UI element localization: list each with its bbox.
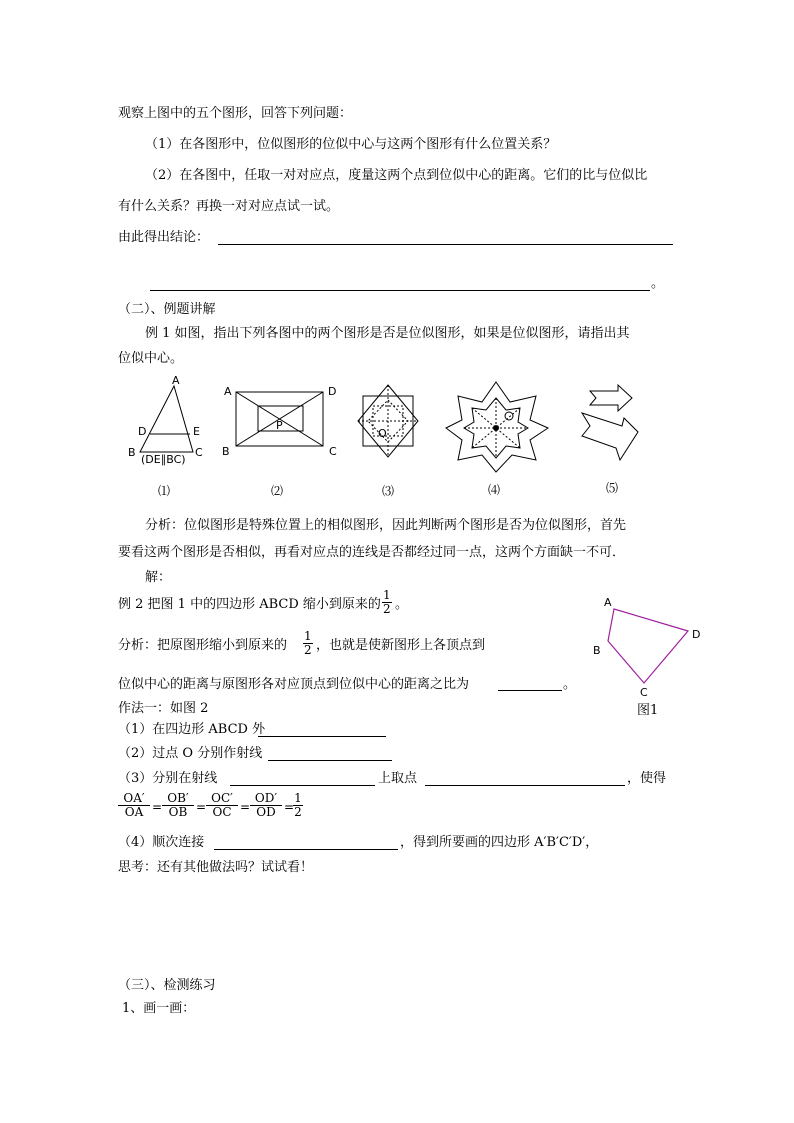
analysis-1-line-2: 要看这两个图形是否相似，再看对应点的连线是否都经过同一点，这两个方面缺一不可． xyxy=(118,545,626,560)
quad-label-A: A xyxy=(604,596,612,609)
method-step-3c: ，使得 xyxy=(627,771,667,786)
question-2-line-2: 有什么关系？再换一对对应点试一试。 xyxy=(118,199,340,214)
method-title: 作法一：如图 2 xyxy=(118,701,209,716)
analysis-2-fraction: $\frac{1}{2}$ xyxy=(304,629,312,657)
section-3-heading: （三）、检测练习 xyxy=(118,978,216,993)
analysis-2-line-2: 位似中心的距离与原图形各对应顶点到位似中心的距离之比为 xyxy=(118,677,470,692)
method-step-4b: ，得到所要画的四边形 A′B′C′D′， xyxy=(400,835,599,850)
think-line: 思考：还有其他做法吗？试试看！ xyxy=(118,860,314,875)
method-step-3a: （3）分别在射线 xyxy=(118,771,218,786)
quad-label-D: D xyxy=(692,628,701,641)
section-2-heading: （二）、例题讲解 xyxy=(118,302,216,317)
label-P-fig2: P xyxy=(276,419,283,432)
example-2-end: 。 xyxy=(395,597,409,612)
quad-label-B: B xyxy=(593,644,601,657)
analysis-2-line-1: 分析：把原图形缩小到原来的 xyxy=(118,638,288,653)
figure-1-caption: ⑴ xyxy=(158,484,171,498)
label-B-fig2: B xyxy=(222,445,230,458)
label-D-fig1: D xyxy=(138,425,147,438)
conclusion-label: 由此得出结论： xyxy=(118,230,210,245)
quad-label-C: C xyxy=(640,686,648,699)
step-4-blank[interactable] xyxy=(214,849,398,850)
ratio-half: $\frac{1}{2}$ xyxy=(294,791,302,819)
figure-4-caption: ⑷ xyxy=(488,483,501,497)
step-3-blank-2[interactable] xyxy=(425,785,625,786)
example-2-line: 例 2 把图 1 中的四边形 ABCD 缩小到原来的 xyxy=(118,597,381,612)
conclusion-period: 。 xyxy=(651,276,665,291)
step-1-blank[interactable] xyxy=(258,736,386,737)
method-step-3b: 上取点 xyxy=(378,771,418,786)
solve-label: 解： xyxy=(145,570,172,585)
example-2-fraction: $\frac{1}{2}$ xyxy=(383,588,391,616)
figure-1-caption-text: 图1 xyxy=(637,703,659,718)
section-3-item-1: 1、画一画： xyxy=(122,1001,196,1016)
eq-2: = xyxy=(196,800,207,814)
eq-3: = xyxy=(240,800,251,814)
ratio-oc: $\frac{OC'}{OC}$ xyxy=(206,792,238,819)
ratio-od: $\frac{OD'}{OD}$ xyxy=(250,792,282,819)
ratio-ob: $\frac{OB'}{OB}$ xyxy=(162,792,194,819)
intro-line: 观察上图中的五个图形，回答下列问题： xyxy=(118,106,353,121)
label-B-fig1: B xyxy=(128,446,136,459)
label-A-fig1: A xyxy=(172,374,180,387)
method-step-2: （2）过点 O 分别作射线 xyxy=(118,746,263,761)
question-2-line-1: （2）在各图中，任取一对对应点，度量这两个点到位似中心的距离。它们的比与位似比 xyxy=(145,168,648,183)
example-1-line-2: 位似中心。 xyxy=(118,351,184,366)
method-step-1: （1）在四边形 ABCD 外 xyxy=(118,722,266,737)
question-1: （1）在各图形中，位似图形的位似中心与这两个图形有什么位置关系？ xyxy=(145,137,557,152)
step-3-blank-1[interactable] xyxy=(230,785,375,786)
figure-5-caption: ⑸ xyxy=(606,481,619,495)
method-step-4a: （4）顺次连接 xyxy=(118,835,205,850)
eq-1: = xyxy=(152,800,163,814)
label-C-fig1: C xyxy=(195,446,203,459)
step-2-blank[interactable] xyxy=(268,760,392,761)
ratio-oa: $\frac{OA'}{OA}$ xyxy=(118,792,150,819)
figure-3-caption: ⑶ xyxy=(382,484,395,498)
analysis-2-line-2-end: 。 xyxy=(563,677,577,692)
label-O-fig3: O xyxy=(378,427,387,440)
analysis-1-line-1: 分析：位似图形是特殊位置上的相似图形，因此判断两个图形是否为位似图形，首先 xyxy=(145,518,627,533)
quadrilateral-ABCD xyxy=(608,609,688,683)
label-D-fig2: D xyxy=(328,385,337,398)
analysis-2-line-1b: ，也就是使新图形上各顶点到 xyxy=(316,638,486,653)
eq-4: = xyxy=(284,800,295,814)
figure-2-caption: ⑵ xyxy=(271,484,284,498)
label-E-fig1: E xyxy=(193,425,200,438)
example-1-line-1: 例 1 如图，指出下列各图中的两个图形是否是位似图形，如果是位似图形，请指出其 xyxy=(145,326,630,341)
label-C-fig2: C xyxy=(329,445,337,458)
label-condition-fig1: (DE∥BC) xyxy=(141,453,186,466)
label-A-fig2: A xyxy=(224,385,232,398)
